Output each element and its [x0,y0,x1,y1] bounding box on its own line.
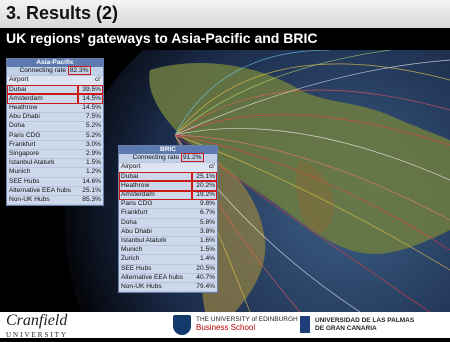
asia-col-value: ci' [78,76,103,85]
bric-value-cell: 20.2% [192,181,217,190]
bric-table-row [119,255,217,264]
asia-value-cell: 14.6% [78,177,103,186]
bric-value-cell: 79.4% [192,283,217,292]
asia-value-cell: 1.5% [78,159,103,168]
footer-logos [0,312,450,338]
bric-value-cell: 3.8% [192,227,217,236]
asia-table-row [7,186,103,195]
lpgc-emblem-icon [300,316,310,333]
asia-value-cell: 39.5% [78,85,103,94]
edinburgh-crest-icon [173,315,191,335]
asia-airport-cell: Istanbul Ataturk [7,159,78,168]
bric-table-row [119,227,217,236]
asia-table-header: Asia-Pacific [7,59,103,67]
bric-table-row [119,264,217,273]
globe-route-map [0,50,450,312]
bric-value-cell: 5.8% [192,218,217,227]
asia-table-row [7,177,103,186]
bric-airport-cell: Abu Dhabi [119,227,192,236]
asia-airport-cell: Alternative EEA hubs [7,186,78,195]
asia-table-row [7,150,103,159]
asia-value-cell: 85.3% [78,196,103,205]
slide-title: 3. Results (2) [6,3,119,23]
bric-airport-cell: Non-UK Hubs [119,283,192,292]
bric-table-row [119,218,217,227]
cranfield-subtitle: UNIVERSITY [6,331,68,339]
lpgc-line1: UNIVERSIDAD DE LAS PALMAS [315,317,415,324]
bric-table-row [119,283,217,292]
asia-pacific-table [6,58,104,206]
asia-table-body [7,85,103,205]
asia-value-cell: 5.2% [78,131,103,140]
bric-value-cell: 20.5% [192,264,217,273]
bric-value-cell: 25.1% [192,172,217,181]
asia-table-row [7,168,103,177]
asia-value-cell: 14.5% [78,94,103,103]
bric-value-cell: 1.5% [192,246,217,255]
bric-value-cell: 40.7% [192,273,217,282]
bric-rate-value: 91.2% [182,154,202,162]
bric-value-cell: 1.6% [192,237,217,246]
asia-airport-cell: SEE Hubs [7,177,78,186]
asia-connecting-rate [7,67,103,76]
asia-value-cell: 14.5% [78,104,103,113]
bric-table-header: BRIC [119,146,217,154]
edinburgh-logo [196,316,298,332]
asia-airport-cell: Dubai [7,85,78,94]
asia-value-cell: 1.2% [78,168,103,177]
bric-airport-cell: Amsterdam [119,191,192,200]
bric-table-row [119,200,217,209]
asia-col-airport: Airport [7,76,78,85]
asia-table-row [7,159,103,168]
asia-table-row [7,122,103,131]
bric-table-row [119,172,217,181]
bric-airport-cell: Heathrow [119,181,192,190]
bric-table-row [119,237,217,246]
asia-airport-cell: Doha [7,122,78,131]
asia-rate-value: 82.3% [69,67,89,75]
edinburgh-business-school: Business School [196,323,256,332]
bric-table-row [119,181,217,190]
asia-rate-label: Connecting rate [19,67,66,75]
bric-airport-cell: Alternative EEA hubs [119,273,192,282]
bric-col-value: ci' [192,163,217,172]
bric-col-airport: Airport [119,163,192,172]
asia-table-row [7,131,103,140]
bric-airport-cell: Zurich [119,255,192,264]
asia-airport-cell: Amsterdam [7,94,78,103]
bric-table-row [119,191,217,200]
bric-airport-cell: Munich [119,246,192,255]
bric-value-cell: 1.4% [192,255,217,264]
bric-table-row [119,209,217,218]
cranfield-name: Cranfield [6,312,68,329]
asia-airport-cell: Heathrow [7,104,78,113]
bric-airport-cell: Doha [119,218,192,227]
asia-table-row [7,196,103,205]
slide-title-bar [0,0,450,28]
bric-table-body [119,172,217,292]
asia-airport-cell: Abu Dhabi [7,113,78,122]
asia-value-cell: 2.9% [78,150,103,159]
asia-value-cell: 7.5% [78,113,103,122]
bric-table-row [119,273,217,282]
bric-value-cell: 9.8% [192,200,217,209]
asia-airport-cell: Singapore [7,150,78,159]
bric-rate-label: Connecting rate [132,154,179,162]
asia-value-cell: 3.0% [78,140,103,149]
asia-airport-cell: Paris CDG [7,131,78,140]
lpgc-logo [315,317,414,333]
asia-table-row [7,94,103,103]
asia-airport-cell: Frankfurt [7,140,78,149]
bric-airport-cell: Paris CDG [119,200,192,209]
asia-airport-cell: Non-UK Hubs [7,196,78,205]
lpgc-line2: DE GRAN CANARIA [315,325,377,332]
bric-table [118,145,218,293]
asia-table-row [7,113,103,122]
asia-table-row [7,85,103,94]
bric-airport-cell: SEE Hubs [119,264,192,273]
asia-value-cell: 5.2% [78,122,103,131]
asia-value-cell: 25.1% [78,186,103,195]
bric-airport-cell: Frankfurt [119,209,192,218]
bric-value-cell: 19.2% [192,191,217,200]
bric-connecting-rate [119,154,217,163]
slide-subtitle: UK regions’ gateways to Asia-Pacific and BRIC [6,30,318,46]
bric-airport-cell: Dubai [119,172,192,181]
asia-table-row [7,104,103,113]
bric-value-cell: 6.7% [192,209,217,218]
edinburgh-university-name: THE UNIVERSITY of EDINBURGH [196,316,298,323]
bric-table-row [119,246,217,255]
asia-airport-cell: Munich [7,168,78,177]
asia-table-row [7,140,103,149]
bric-airport-cell: Istanbul Ataturk [119,237,192,246]
